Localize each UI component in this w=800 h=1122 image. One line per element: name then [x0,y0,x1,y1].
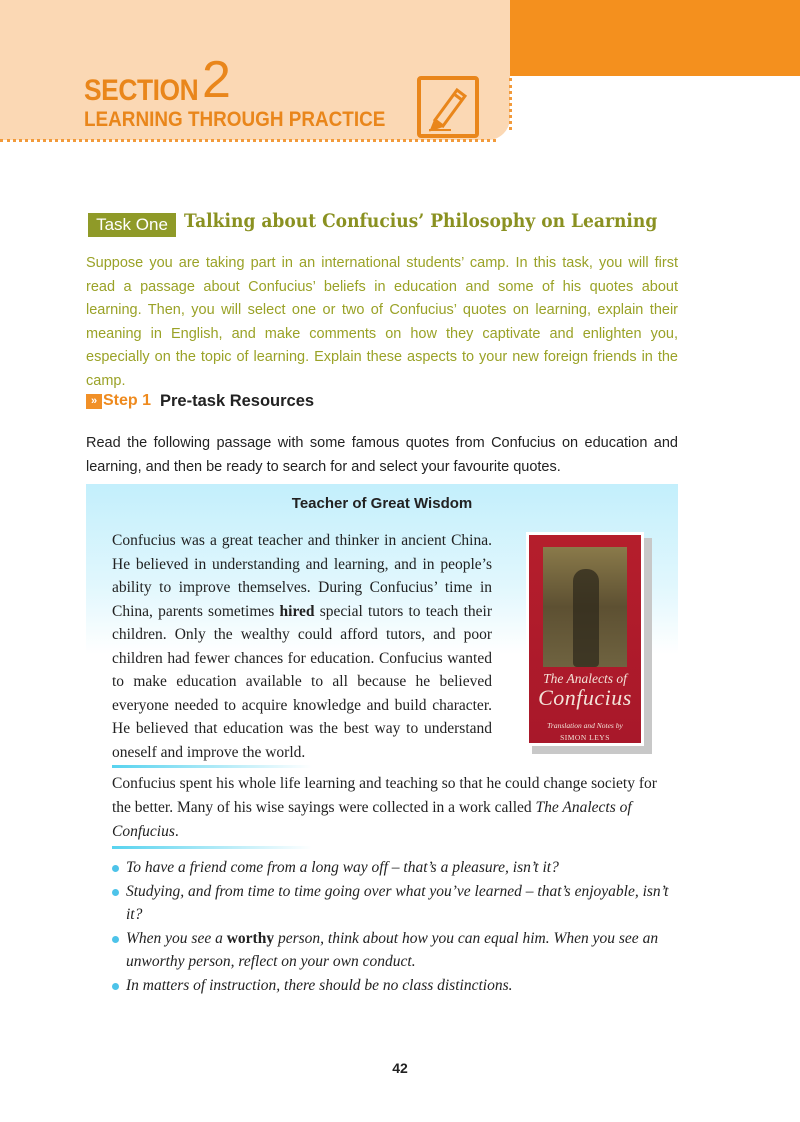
passage-text: Confucius spent his whole life learning and teaching so that he could change society for the better. Many of his wise sayings were collected in a work called [112,775,657,816]
page-number: 42 [392,1060,408,1076]
quote-text: To have a friend come from a long way off – that’s a pleasure, isn’t it? [126,859,559,876]
passage-text: Confucius was a great teacher and thinker in ancient China. He believed in understanding and learning, and in people’s ability to improve themselves. During Confucius’ time in China, parents sometimes [112,532,492,620]
quote-text: Studying, and from time to time going over what you’ve learned – that’s enjoyable, isn’t it? [126,882,669,923]
book-title-italic: The Analects of Confucius [112,799,632,840]
portrait-figure [573,569,599,667]
quote-list [112,856,672,997]
divider-line [112,846,312,849]
passage-paragraph-1 [112,529,492,764]
quote-text: person, think about how you can equal him. When you see an unworthy person, reflect on your own conduct. [126,929,659,970]
passage-paragraph-2 [112,772,664,844]
task-title: Talking about Confucius’ Philosophy on Learning [184,210,658,232]
bold-word-worthy: worthy [226,929,275,947]
book-cover-image [526,532,644,746]
task-tag: Task One [88,213,176,237]
list-item [112,856,672,880]
bullet-icon [112,936,119,943]
bold-word-hired: hired [279,602,315,620]
passage-text: special tutors to teach their children. Only the wealthy could afford tutors, and poor children had fewer chances for education. Confucius wanted to make education available to all because he believed everyone needed to acquire knowledge and build character. He believed that education was the best way to understand oneself and improve the world. [112,602,492,761]
section-number: 2 [202,51,231,109]
list-item [112,927,672,974]
task-intro: Suppose you are taking part in an international students’ camp. In this task, you will first read a passage about Confucius’ beliefs in education and some of his quotes about learning. Then, you will select one or two of Confucius’ quotes on learning, explain their meaning in English, and make comments on how they captivate and enlighten you, especially on the topic of learning. Explain these aspects to your new foreign friends in the camp. [86,255,678,389]
passage-title: Teacher of Great Wisdom [291,495,473,512]
step-label: Step 1 [103,392,152,409]
bullet-icon [112,889,119,896]
double-chevron-right-icon: » [86,394,102,409]
step-instruction: Read the following passage with some famous quotes from Confucius on education and learning, and then be ready to search for and select your favourite quotes. [86,435,678,475]
book-author: SIMON LEYS [560,733,610,742]
book-title-line-2: Confucius [538,685,632,710]
bullet-icon [112,983,119,990]
quote-text: In matters of instruction, there should be no class distinctions. [126,976,513,994]
list-item [112,880,672,927]
quote-text: When you see a [126,929,227,947]
header-dotted-border-vertical [509,78,512,130]
list-item [112,974,672,998]
book-title-line-1: The Analects of [543,671,627,686]
step-title: Pre-task Resources [160,392,315,410]
confucius-portrait [543,547,627,667]
bullet-icon [112,865,119,872]
section-subtitle: LEARNING THROUGH PRACTICE [84,108,386,131]
header-dotted-border [0,139,496,142]
section-word: SECTION [84,74,199,107]
divider-line [112,765,312,768]
book-credit-line: Translation and Notes by [547,721,623,730]
header-orange-block [510,0,800,76]
passage-text: . [174,823,179,840]
pen-writing-icon [417,76,479,138]
